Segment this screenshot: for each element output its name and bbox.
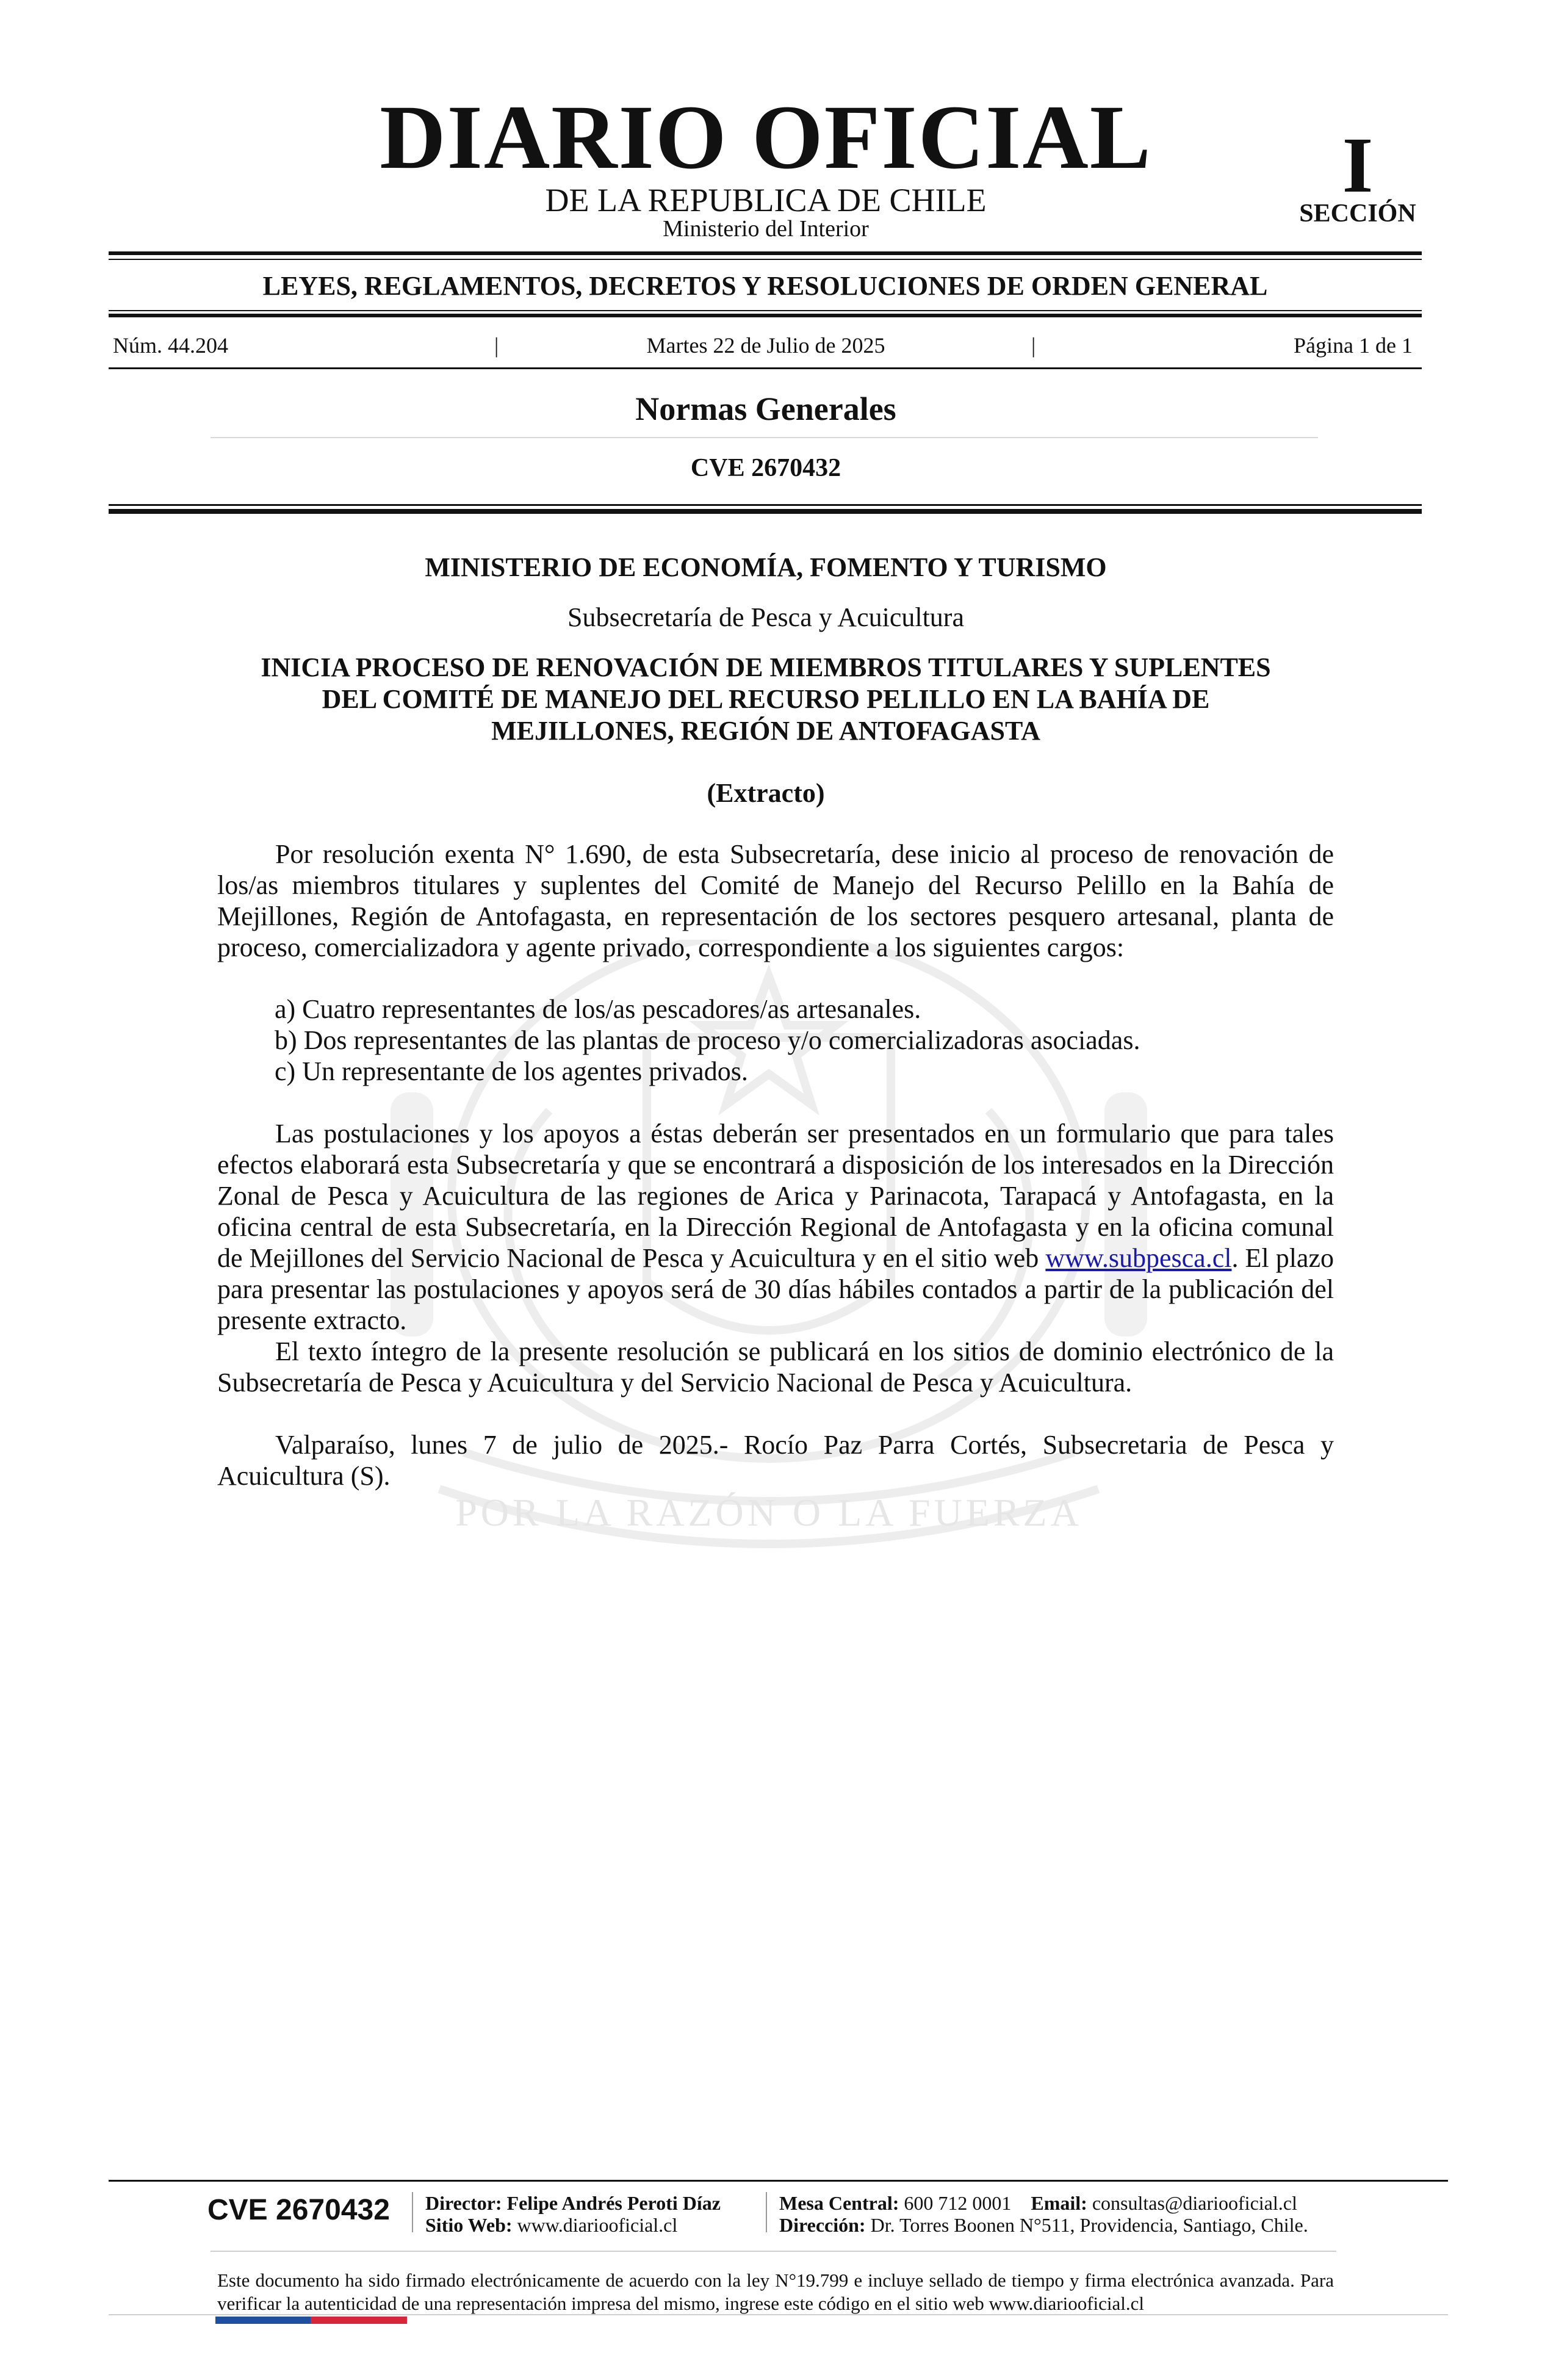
email-label: Email:	[1031, 2192, 1087, 2214]
document-title-line: DEL COMITÉ DE MANEJO DEL RECURSO PELILLO EN LA BAHÍA DE	[322, 684, 1210, 714]
footer-bottom-rule	[109, 2314, 1448, 2315]
phone-label: Mesa Central:	[779, 2192, 899, 2214]
address-label: Dirección:	[779, 2214, 866, 2236]
meta-separator: |	[494, 333, 499, 358]
watermark-motto: POR LA RAZÓN O LA FUERZA	[455, 1491, 1082, 1534]
rubric-rule	[211, 437, 1318, 438]
footer-cve-code: CVE 2670432	[207, 2194, 390, 2226]
site-value[interactable]: www.diariooficial.cl	[517, 2214, 678, 2236]
footer-director	[425, 2192, 721, 2214]
body-paragraph: El texto íntegro de la presente resolución se publicará en los sitios de dominio electrónico de la Subsecretaría de Pesca y Acuicultura y del Servicio Nacional de Pesca y Acuicultura.	[217, 1336, 1334, 1397]
page-indicator: Página 1 de 1	[1294, 333, 1413, 358]
email-value[interactable]: consultas@diariooficial.cl	[1092, 2192, 1297, 2214]
cve-code: CVE 2670432	[690, 454, 841, 482]
cve-rule-thin	[109, 504, 1422, 506]
document-title-line: INICIA PROCESO DE RENOVACIÓN DE MIEMBROS TITULARES Y SUPLENTES	[261, 652, 1271, 682]
rubric-heading: Normas Generales	[635, 391, 896, 427]
cve-rule-thick	[109, 509, 1422, 514]
issue-date: Martes 22 de Julio de 2025	[646, 333, 885, 358]
list-item: c) Un representante de los agentes privados.	[275, 1056, 748, 1086]
masthead-rule-thick	[109, 251, 1422, 255]
section-number: I	[1342, 121, 1374, 209]
section-label: SECCIÓN	[1299, 200, 1416, 228]
footer-separator	[412, 2192, 413, 2232]
category-rule-thick	[109, 314, 1422, 317]
footer-inner-rule	[211, 2251, 1336, 2252]
director-name: Felipe Andrés Peroti Díaz	[506, 2192, 721, 2214]
body-paragraph: Por resolución exenta N° 1.690, de esta Subsecretaría, dese inicio al proceso de renovación de los/as miembros titulares y suplentes del Comité de Manejo del Recurso Pelillo en la Bahía de Mejillones, Región de Antofagasta, en representación de los sectores pesquero artesanal, planta de proceso, comercializadora y agente privado, correspondiente a los siguientes cargos:	[217, 839, 1334, 962]
category-rule-thin	[109, 310, 1422, 311]
phone-value: 600 712 0001	[904, 2192, 1012, 2214]
director-label: Director:	[425, 2192, 502, 2214]
footer-site	[425, 2214, 677, 2236]
issue-number: Núm. 44.204	[113, 333, 228, 358]
ministry-line: Ministerio del Interior	[663, 216, 869, 242]
footer-rule	[109, 2180, 1448, 2182]
list-item: a) Cuatro representantes de los/as pescadores/as artesanales.	[275, 994, 921, 1024]
body-paragraph	[217, 1118, 1334, 1336]
issuing-ministry: MINISTERIO DE ECONOMÍA, FOMENTO Y TURISMO	[425, 552, 1107, 582]
newspaper-subtitle: DE LA REPUBLICA DE CHILE	[545, 182, 987, 218]
footer-contact	[779, 2192, 1297, 2214]
flag-stripe-red	[311, 2317, 407, 2324]
subpesca-link[interactable]: www.subpesca.cl	[1045, 1243, 1232, 1273]
list-item: b) Dos representantes de las plantas de proceso y/o comercializadoras asociadas.	[275, 1025, 1140, 1055]
paragraph-text: . El plazo para presentar las postulaciones y apoyos será de 30 días hábiles contados a partir de la publicación del presente extracto.	[217, 1243, 1334, 1335]
footer-separator	[766, 2192, 767, 2232]
closing-signature: Valparaíso, lunes 7 de julio de 2025.- Rocío Paz Parra Cortés, Subsecretaria de Pesca y Acuicultura (S).	[217, 1430, 1334, 1491]
paragraph-text: Las postulaciones y los apoyos a éstas deberán ser presentados en un formulario que para tales efectos elaborará esta Subsecretaría y que se encontrará a disposición de los interesados en la Dirección Zonal de Pesca y Acuicultura de las regiones de Arica y Parinacota, Tarapacá y Antofagasta, en la oficina central de esta Subsecretaría, en la Dirección Regional de Antofagasta y en la oficina comunal de Mejillones del Servicio Nacional de Pesca y Acuicultura y en el sitio web	[217, 1119, 1334, 1273]
newspaper-title: DIARIO OFICIAL	[380, 87, 1152, 188]
address-value: Dr. Torres Boonen N°511, Providencia, Santiago, Chile.	[870, 2214, 1308, 2236]
meta-separator: |	[1031, 333, 1036, 358]
electronic-signature-note: Este documento ha sido firmado electrónicamente de acuerdo con la ley N°19.799 e incluye sellado de tiempo y firma electrónica avanzada. Para verificar la autenticidad de una representación impresa del mismo, ingrese este código en el sitio web www.diariooficial.cl	[217, 2270, 1334, 2314]
category-heading: LEYES, REGLAMENTOS, DECRETOS Y RESOLUCIONES DE ORDEN GENERAL	[262, 271, 1268, 301]
extract-label: (Extracto)	[707, 778, 825, 808]
flag-stripe-blue	[215, 2317, 311, 2324]
meta-rule	[109, 367, 1422, 369]
masthead-rule-thin	[109, 259, 1422, 260]
footer-address	[779, 2214, 1308, 2236]
document-title-line: MEJILLONES, REGIÓN DE ANTOFAGASTA	[491, 716, 1040, 746]
undersecretariat: Subsecretaría de Pesca y Acuicultura	[567, 602, 964, 632]
site-label: Sitio Web:	[425, 2214, 513, 2236]
